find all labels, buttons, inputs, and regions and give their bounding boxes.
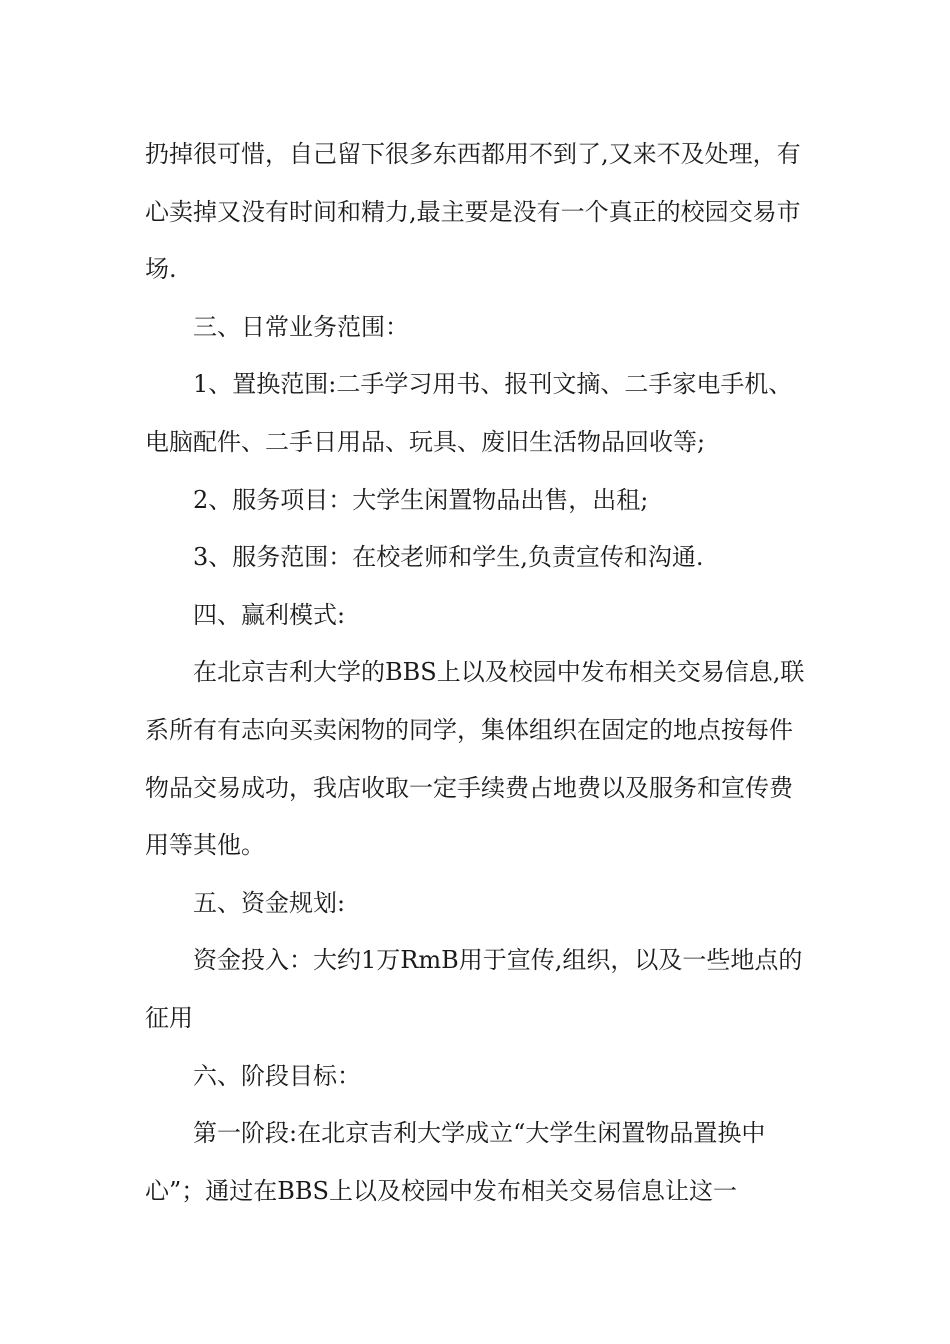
paragraph-exchange-scope: 1、置换范围:二手学习用书、报刊文摘、二手家电手机、电脑配件、二手日用品、玩具、废旧生活物品回收等;	[145, 370, 793, 456]
paragraph-funding-investment: 资金投入：大约1万RmB用于宣传,组织，以及一些地点的征用	[145, 946, 803, 1032]
section-heading-profit-model: 四、赢利模式:	[193, 600, 346, 629]
paragraph-stage-one: 第一阶段:在北京吉利大学成立“大学生闲置物品置换中心”；通过在BBS上以及校园中发布相关交易信息让这一	[145, 1119, 766, 1205]
paragraph-continuation: 扔掉很可惜，自己留下很多东西都用不到了,又来不及处理，有心卖掉又没有时间和精力,最主要是没有一个真正的校园交易市场.	[145, 140, 801, 284]
section-heading-funding-plan: 五、资金规划:	[193, 888, 346, 917]
section-heading-stage-goals: 六、阶段目标：	[193, 1061, 361, 1090]
paragraph-profit-model: 在北京吉利大学的BBS上以及校园中发布相关交易信息,联系所有有志向买卖闲物的同学，集体组织在固定的地点按每件物品交易成功，我店收取一定手续费占地费以及服务和宣传费用等其他。	[145, 658, 805, 860]
document-body	[145, 126, 815, 1220]
paragraph-service-scope: 3、服务范围：在校老师和学生,负责宣传和沟通.	[193, 543, 704, 572]
paragraph-service-items: 2、服务项目：大学生闲置物品出售，出租;	[193, 485, 649, 514]
section-heading-business-scope: 三、日常业务范围：	[193, 312, 409, 341]
